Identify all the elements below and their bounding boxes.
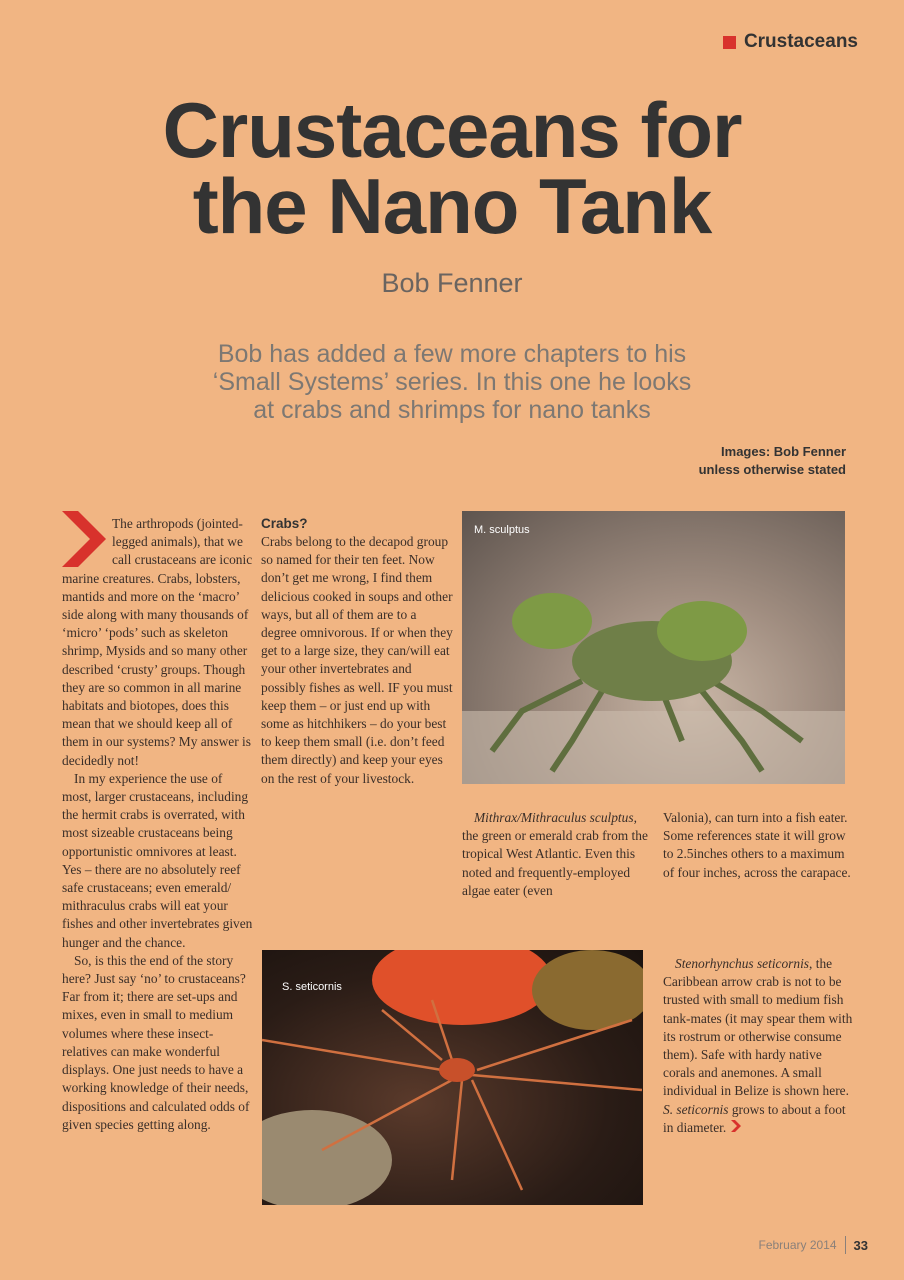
article-title bbox=[0, 86, 904, 250]
arrow-crab-illustration bbox=[262, 950, 643, 1205]
issue-date: February 2014 bbox=[758, 1238, 837, 1252]
title-line-2: the Nano Tank bbox=[192, 162, 712, 250]
species-name: S. seticornis bbox=[663, 1101, 729, 1117]
caption-column-3 bbox=[663, 955, 855, 1137]
standfirst-line: Bob has added a few more chapters to his bbox=[217, 340, 687, 368]
section-tag bbox=[723, 31, 858, 53]
caption-text: Valonia), can turn into a fish eater. Some references state it will grow to 2.5inches others to a maximum of four inches, across the carapace. bbox=[663, 810, 851, 880]
credits-line: Images: Bob Fenner bbox=[721, 444, 846, 459]
standfirst-line: at crabs and shrimps for nano tanks bbox=[253, 396, 651, 424]
body-column-1 bbox=[62, 515, 254, 1134]
species-name: Stenorhynchus seticornis bbox=[675, 956, 810, 971]
photo-label: M. sculptus bbox=[474, 524, 530, 536]
caption-text: , the green or emerald crab from the tropical West Atlantic. Even this noted and frequently-employed algae eater (even bbox=[462, 810, 648, 898]
footer-divider bbox=[845, 1236, 846, 1254]
caption-column-1 bbox=[462, 809, 654, 900]
chevron-right-icon bbox=[62, 511, 106, 567]
section-tag-label: Crustaceans bbox=[743, 31, 858, 52]
paragraph: The arthropods (jointed-legged animals), that we call crustaceans are iconic marine creatures. Crabs, lobsters, mantids and more on the ‘macro’ side along with many thousands of ‘micro’ ‘pods’ such as skeleton shrimp, Mysids and so many other described ‘crusty’ groups. Though they are so common in all marine habitats and biotopes, does this mean that we should keep all of them in our systems? My answer is decidedly not! bbox=[62, 516, 253, 768]
paragraph: In my experience the use of most, larger crustaceans, including the hermit crabs is overrated, with most sizeable crustaceans being opportunistic omnivores at least. Yes – there are no absolutely reef safe crustaceans; even emerald/ mithraculus crabs will eat your fishes and other invertebrates given hunger and the chance. bbox=[62, 770, 253, 950]
page-number: 33 bbox=[853, 1237, 868, 1253]
section-square-icon bbox=[723, 36, 736, 49]
photo-emerald-crab bbox=[462, 511, 845, 784]
title-line-1: Crustaceans for bbox=[162, 86, 742, 174]
photo-label: S. seticornis bbox=[282, 981, 342, 993]
standfirst-line: ‘Small Systems’ series. In this one he looks bbox=[212, 368, 692, 396]
paragraph: So, is this the end of the story here? Just say ‘no’ to crustaceans? Far from it; there are set-ups and mixes, even in small to medium volumes where these insect-relatives can make wonderful displays. One just needs to have a working knowledge of their needs, dispositions and calculated odds of given species getting along. bbox=[62, 952, 250, 1132]
caption-column-2 bbox=[663, 809, 855, 882]
author-byline: Bob Fenner bbox=[381, 268, 523, 298]
caption-text: grows to about a foot in diameter. bbox=[663, 1101, 846, 1135]
species-name: Mithrax/Mithraculus sculptus bbox=[474, 810, 634, 825]
body-column-2 bbox=[261, 515, 453, 788]
photo-arrow-crab bbox=[262, 950, 643, 1205]
page-footer bbox=[758, 1236, 868, 1254]
end-mark-chevron-icon bbox=[730, 1120, 742, 1132]
image-credits bbox=[699, 443, 846, 479]
caption-text: , the Caribbean arrow crab is not to be trusted with small to medium fish tank-mates (it may spear them with its rostrum or otherwise consume them). Safe with hardy native corals and anemones. A small individual in Belize is shown here. bbox=[663, 956, 853, 1099]
paragraph: Crabs belong to the decapod group so named for their ten feet. Now don’t get me wrong, I find them delicious cooked in soups and other ways, but all of them are to a degree omnivorous. If or when they get to a large size, they can/will eat your other invertebrates and possibly fishes as well. IF you must keep them – or just end up with some as hitchhikers – do your best to keep them small (i.e. don’t feed them directly) and keep your eyes on the rest of your livestock. bbox=[261, 534, 453, 786]
credits-line: unless otherwise stated bbox=[698, 462, 846, 477]
crab-illustration bbox=[462, 511, 845, 784]
standfirst bbox=[140, 340, 764, 424]
subheading-crabs: Crabs? bbox=[261, 516, 308, 531]
